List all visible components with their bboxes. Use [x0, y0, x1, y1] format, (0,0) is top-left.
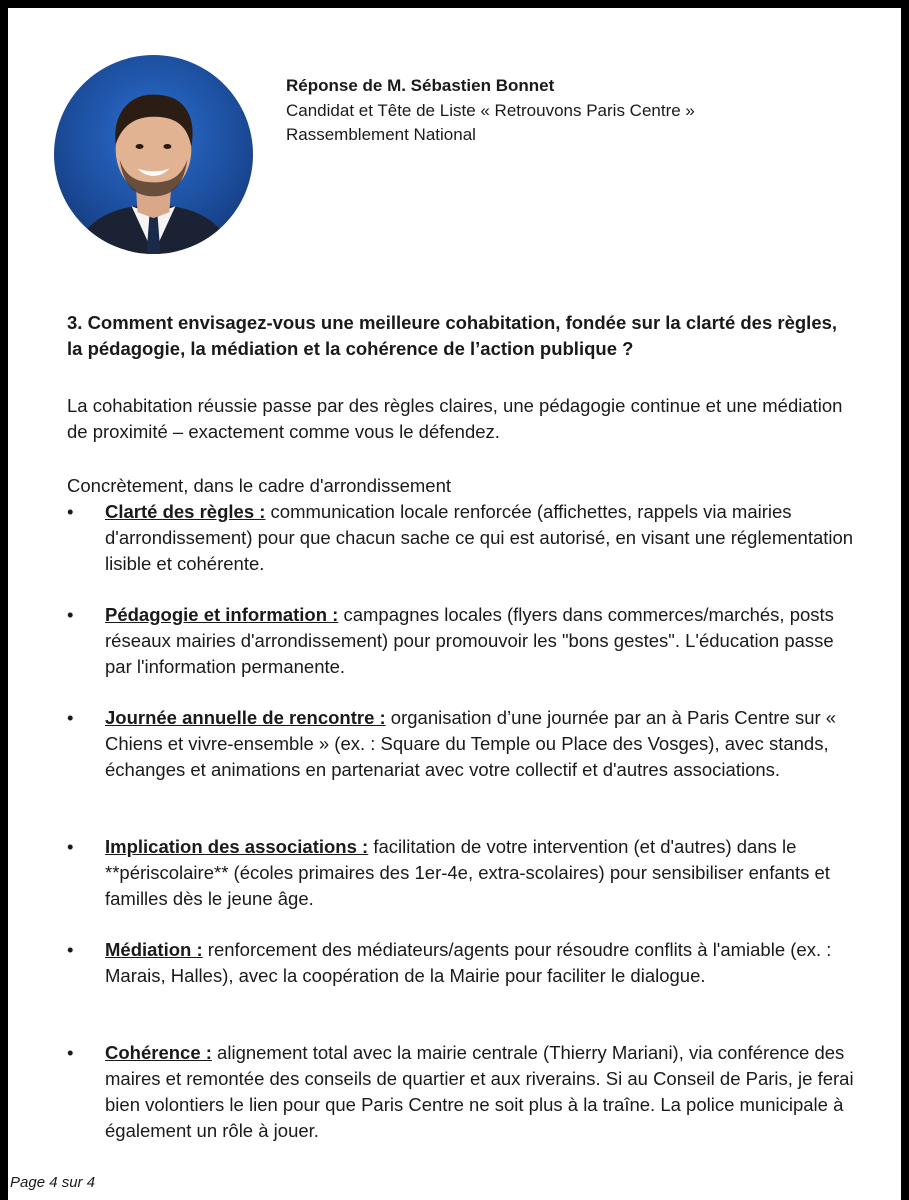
- bullet-text: alignement total avec la mairie centrale (Thierry Mariani), via conférence des maires et remontée des conseils de quartier et aux riverains. Si au Conseil de Paris, je ferai bien volontiers le lien pour que Paris Centre ne soit plus à la traîne. La police municipale à également un rôle à jouer.: [105, 1042, 854, 1141]
- bullet-text: campagnes locales (flyers dans commerces/marchés, posts réseaux mairies d'arrondissement) pour promouvoir les "bons gestes". L'éducation passe par l'information permanente.: [105, 604, 834, 677]
- bullet-dot: •: [67, 1042, 74, 1063]
- bullet-term: Pédagogie et information :: [105, 604, 339, 625]
- bullet-text: communication locale renforcée (affichettes, rappels via mairies d'arrondissement) pour que chacun sache ce qui est autorisé, en visant une réglementation lisible et cohérente.: [105, 501, 854, 574]
- bullet-term: Cohérence :: [105, 1042, 212, 1063]
- bullet-dot: •: [67, 836, 74, 857]
- bullet-dot: •: [67, 939, 74, 960]
- bullet-dot: •: [67, 707, 74, 728]
- bullet-text: organisation d’une journée par an à Paris Centre sur « Chiens et vivre-ensemble » (ex. : Square du Temple ou Place des Vosges), avec stands, échanges et animations en partenariat avec votre collectif et d'autres associations.: [105, 707, 837, 780]
- respondent-role: Candidat et Tête de Liste « Retrouvons Paris Centre »: [286, 100, 695, 120]
- respondent-party: Rassemblement National: [286, 125, 476, 144]
- bullet-term: Médiation :: [105, 939, 203, 960]
- lead-paragraph: Concrètement, dans le cadre d'arrondissement: [67, 475, 452, 496]
- page-number: Page 4 sur 4: [10, 1174, 96, 1191]
- document-page: [8, 8, 901, 1200]
- bullet-text: renforcement des médiateurs/agents pour résoudre conflits à l'amiable (ex. : Marais, Halles), avec la coopération de la Mairie pour faciliter le dialogue.: [105, 939, 832, 986]
- candidate-photo: [54, 55, 253, 254]
- intro-paragraph: La cohabitation réussie passe par des règles claires, une pédagogie continue et une médiation de proximité – exactement comme vous le défendez.: [67, 395, 843, 442]
- bullet-term: Implication des associations :: [105, 836, 369, 857]
- portrait-illustration: [54, 55, 253, 254]
- bullet-term: Clarté des règles :: [105, 501, 266, 522]
- question-heading: 3. Comment envisagez-vous une meilleure cohabitation, fondée sur la clarté des règles, la pédagogie, la médiation et la cohérence de l’action publique ?: [67, 312, 838, 359]
- bullet-dot: •: [67, 501, 74, 522]
- respondent-header: [286, 74, 695, 148]
- bullet-dot: •: [67, 604, 74, 625]
- bullet-text: facilitation de votre intervention (et d'autres) dans le **périscolaire** (écoles primaires des 1er-4e, extra-scolaires) pour sensibiliser enfants et familles dès le jeune âge.: [105, 836, 830, 909]
- respondent-name: Réponse de M. Sébastien Bonnet: [286, 76, 555, 95]
- bullet-term: Journée annuelle de rencontre :: [105, 707, 386, 728]
